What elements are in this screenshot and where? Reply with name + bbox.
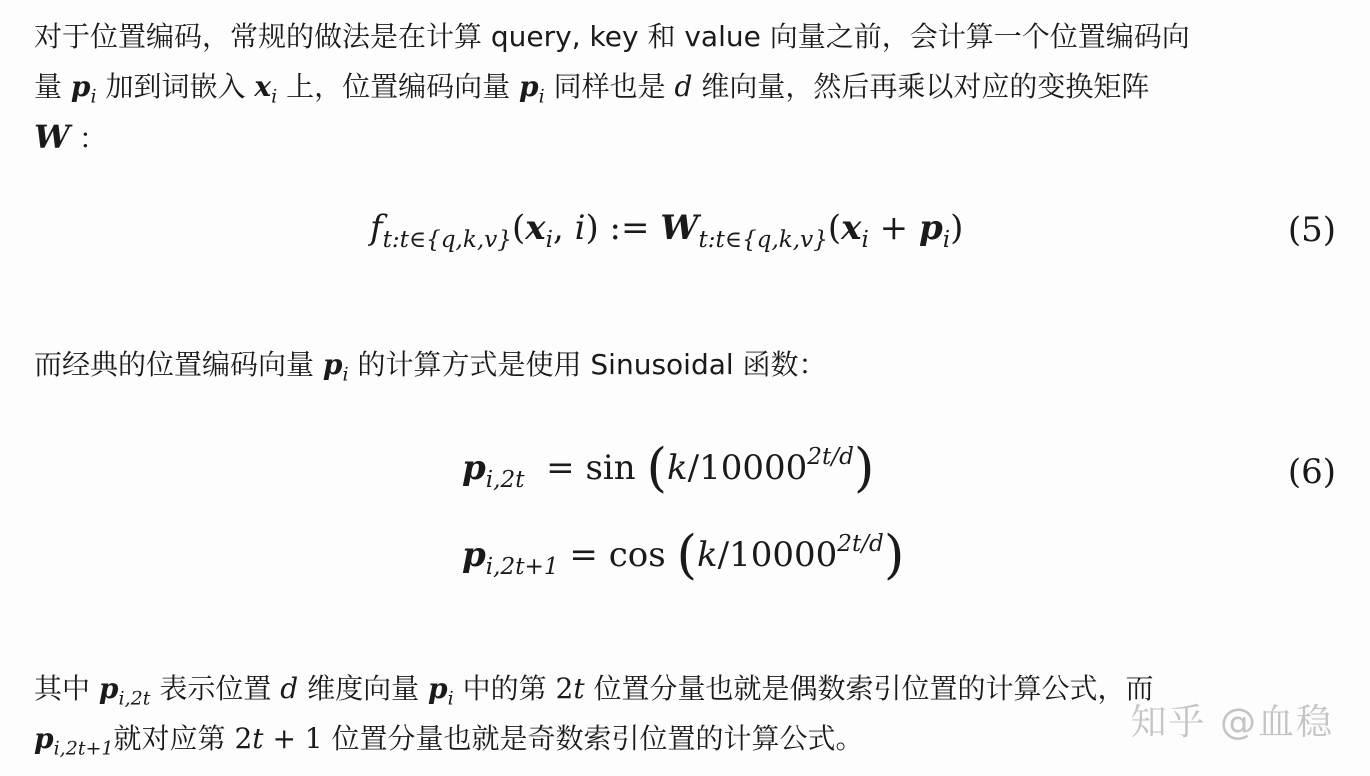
text-fragment: 表示位置 bbox=[159, 672, 272, 705]
math-2t-plus-1: 2t + 1 bbox=[234, 722, 323, 755]
text-fragment: 的计算方式是使用 Sinusoidal 函数： bbox=[357, 348, 827, 381]
text-fragment: 位置分量也就是奇数索引位置的计算公式。 bbox=[331, 722, 864, 755]
text-fragment: 维向量，然后再乘以对应的变换矩阵 bbox=[701, 70, 1150, 103]
sin-function: sin bbox=[585, 448, 636, 488]
text-fragment: ： bbox=[78, 122, 107, 155]
paragraph-intro bbox=[34, 12, 1334, 162]
math-p-i-2t: $p_{i,2t}$ bbox=[98, 672, 151, 710]
paragraph-sinusoidal-line bbox=[34, 340, 1334, 390]
paragraph-intro-line-2 bbox=[34, 62, 1334, 112]
math-d: d bbox=[280, 672, 299, 705]
text-fragment: 就对应第 bbox=[113, 722, 226, 755]
zhihu-watermark: 知乎 @血稳 bbox=[1130, 702, 1334, 743]
math-p-i: $p_i$ bbox=[428, 672, 454, 710]
equation-5-number: (5) bbox=[1287, 210, 1336, 250]
text-fragment: 其中 bbox=[34, 672, 91, 705]
text-fragment: 而经典的位置编码向量 bbox=[34, 348, 315, 381]
text-fragment: 维度向量 bbox=[307, 672, 420, 705]
cos-function: cos bbox=[608, 535, 666, 575]
equation-6-number: (6) bbox=[1287, 452, 1336, 492]
math-p-i: $p_i$ bbox=[70, 70, 97, 108]
math-d: d bbox=[674, 70, 693, 103]
paragraph-intro-line-3 bbox=[34, 112, 1334, 162]
paragraph-sinusoidal bbox=[34, 340, 1334, 390]
text-fragment: 同样也是 bbox=[553, 70, 666, 103]
math-p-i-2t1: $p_{i,2t+1}$ bbox=[34, 722, 114, 760]
text-fragment: 量 bbox=[34, 70, 63, 103]
equation-6-line-2: $p_{i,2t+1} = \cos (k/10000^{2t/d})$ bbox=[462, 524, 905, 586]
math-p-i: $p_i$ bbox=[519, 70, 545, 108]
text-fragment: 位置分量也就是偶数索引位置的计算公式，而 bbox=[593, 672, 1154, 705]
text-fragment: 中的第 bbox=[462, 672, 547, 705]
equation-6-line-1: $p_{i,2t} = \sin (k/10000^{2t/d})$ bbox=[462, 437, 875, 499]
equation-5: $f_{t:t\in\{q,k,v\}}(x_i$, i) := $W_{t:t\in\{q,k,v\}}(x_i + p_i)$ bbox=[370, 208, 964, 254]
base-number: 10000 bbox=[699, 448, 808, 488]
math-W: W bbox=[34, 118, 70, 156]
math-x-i: $x_i$ bbox=[254, 70, 278, 108]
paragraph-intro-line-1: 对于位置编码，常规的做法是在计算 query, key 和 value 向量之前，会计算一个位置编码向 bbox=[34, 20, 1190, 53]
math-p-i: $p_i$ bbox=[322, 348, 349, 386]
base-number: 10000 bbox=[729, 535, 838, 575]
text-fragment: 加到词嵌入 bbox=[105, 70, 246, 103]
text-fragment: 上，位置编码向量 bbox=[286, 70, 511, 103]
math-2t: 2t bbox=[555, 672, 585, 705]
